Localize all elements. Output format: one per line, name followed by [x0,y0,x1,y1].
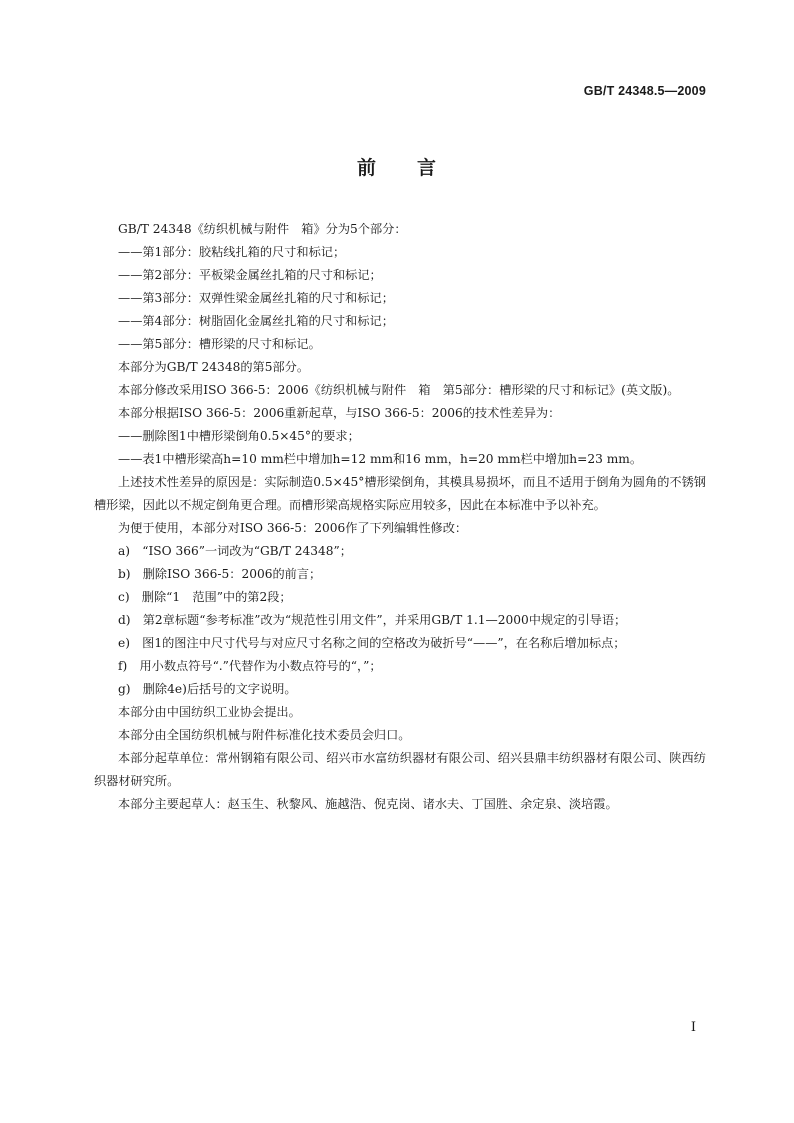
standard-code: GB/T 24348.5—2009 [583,84,706,98]
list-item-edit-c: c) 删除“1 范围”中的第2段； [118,590,292,604]
paragraph-reasons: 上述技术性差异的原因是：实际制造0.5×45°槽形梁倒角，其模具易损坏，而且不适用于倒角为圆角的不锈钢槽形梁，因此以不规定倒角更合理。而槽形梁高规格实际应用较多，因此在本标准中予以补充。 [94,475,706,512]
list-item-edit-a: a) “ISO 366”一词改为“GB/T 24348”； [118,544,352,558]
list-item-part-4: ——第4部分：树脂固化金属丝扎箱的尺寸和标记； [118,314,394,328]
paragraph-proposer: 本部分由中国纺织工业协会提出。 [118,705,301,719]
paragraph-part-statement: 本部分为GB/T 24348的第5部分。 [118,360,310,374]
paragraph-drafters: 本部分主要起草人：赵玉生、秋黎风、施越浩、倪克岗、诸水夫、丁国胜、余定泉、淡培霞。 [118,797,618,811]
paragraph-committee: 本部分由全国纺织机械与附件标准化技术委员会归口。 [118,728,411,742]
foreword-body [94,218,706,816]
paragraph-drafting-units: 本部分起草单位：常州钢箱有限公司、绍兴市水富纺织器材有限公司、绍兴县鼎丰纺织器材有限公司、陕西纺织器材研究所。 [94,751,706,788]
title-char-1: 前 [356,157,377,179]
page-title [0,153,794,180]
list-item-diff-2: ——表1中槽形梁高h=10 mm栏中增加h=12 mm和16 mm，h=20 mm栏中增加h=23 mm。 [118,452,643,466]
list-item-edit-b: b) 删除ISO 366-5：2006的前言； [118,567,322,581]
paragraph-adoption: 本部分修改采用ISO 366-5：2006《纺织机械与附件 箱 第5部分：槽形梁的尺寸和标记》(英文版)。 [118,383,680,397]
list-item-edit-g: g) 删除4e)后括号的文字说明。 [118,682,297,696]
list-item-part-2: ——第2部分：平板梁金属丝扎箱的尺寸和标记； [118,268,382,282]
list-item-part-3: ——第3部分：双弹性梁金属丝扎箱的尺寸和标记； [118,291,394,305]
list-item-part-1: ——第1部分：胶粘线扎箱的尺寸和标记； [118,245,346,259]
list-item-edit-f: f) 用小数点符号“.”代替作为小数点符号的“，”； [118,659,382,673]
list-item-diff-1: ——删除图1中槽形梁倒角0.5×45°的要求； [118,429,360,443]
list-item-edit-e: e) 图1的图注中尺寸代号与对应尺寸名称之间的空格改为破折号“——”，在名称后增加标点； [118,636,626,650]
page-number: I [690,1020,696,1035]
list-item-edit-d: d) 第2章标题“参考标准”改为“规范性引用文件”，并采用GB/T 1.1—2000中规定的引导语； [118,613,627,627]
paragraph-editorial-intro: 为便于使用，本部分对ISO 366-5：2006作了下列编辑性修改： [118,521,468,535]
list-item-part-5: ——第5部分：槽形梁的尺寸和标记。 [118,337,321,351]
title-char-2: 言 [417,157,438,179]
paragraph-tech-differences: 本部分根据ISO 366-5：2006重新起草，与ISO 366-5：2006的技术性差异为： [118,406,561,420]
paragraph-intro: GB/T 24348《纺织机械与附件 箱》分为5个部分： [118,222,407,236]
